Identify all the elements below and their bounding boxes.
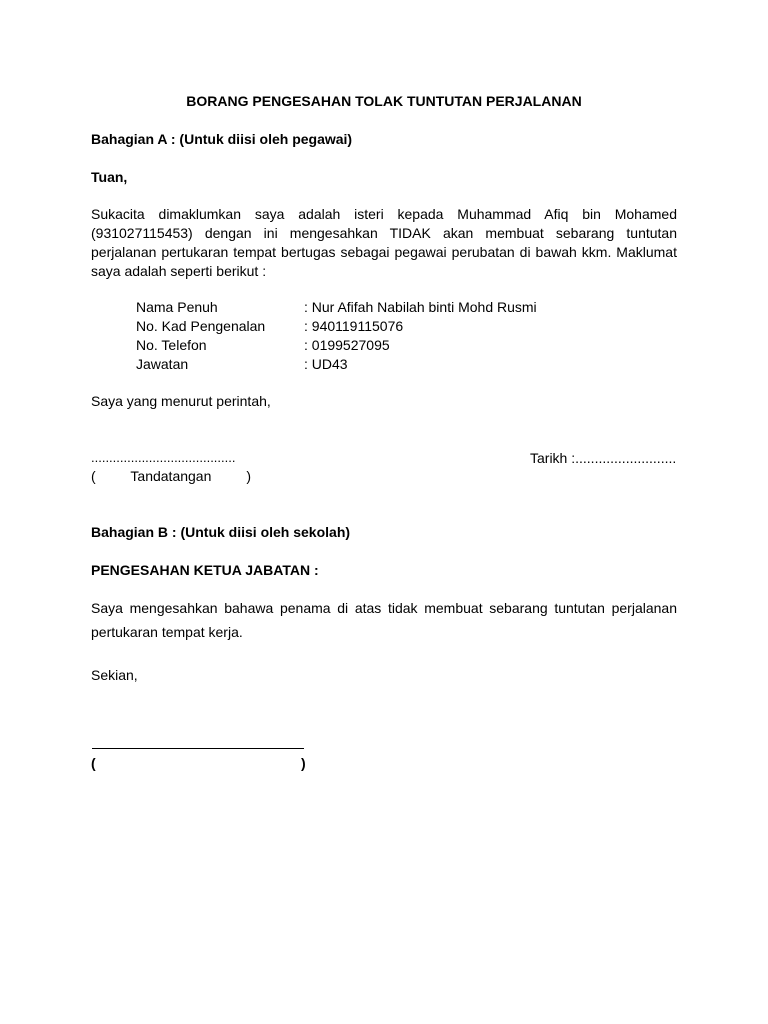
detail-value: : 940119115076 — [304, 318, 404, 334]
detail-value: : Nur Afifah Nabilah binti Mohd Rusmi — [304, 299, 537, 315]
intro-paragraph: Sukacita dimaklumkan saya adalah isteri kepada Muhammad Afiq bin Mohamed (931027115453) dengan ini mengesahkan TIDAK akan membuat sebarang tuntutan perjalanan pertukaran tempat bertugas sebagai pegawai perubatan di bawah kkm. Maklumat saya adalah seperti berikut : — [91, 206, 677, 279]
signature-line — [92, 748, 304, 749]
closing-a: Saya yang menurut perintah, — [91, 393, 271, 409]
detail-value: : UD43 — [304, 356, 348, 372]
signature-dots: ........................................ — [91, 450, 236, 465]
bracket-open: ( — [91, 755, 96, 771]
closing-b: Sekian, — [91, 667, 138, 683]
section-a-heading: Bahagian A : (Untuk diisi oleh pegawai) — [91, 131, 353, 147]
detail-label: Jawatan — [136, 356, 189, 372]
hod-heading: PENGESAHAN KETUA JABATAN : — [91, 562, 319, 578]
form-title: BORANG PENGESAHAN TOLAK TUNTUTAN PERJALANAN — [186, 93, 582, 109]
confirm-paragraph: Saya mengesahkan bahawa penama di atas tidak membuat sebarang tuntutan perjalanan pertukaran tempat kerja. — [91, 600, 677, 640]
date-field: Tarikh :.......................... — [530, 450, 677, 466]
detail-value: : 0199527095 — [304, 337, 390, 353]
signature-label: ( Tandatangan ) — [91, 468, 252, 484]
detail-label: No. Telefon — [136, 337, 207, 353]
salutation: Tuan, — [91, 169, 128, 185]
section-b-heading: Bahagian B : (Untuk diisi oleh sekolah) — [91, 524, 351, 540]
detail-label: No. Kad Pengenalan — [136, 318, 266, 334]
bracket-close: ) — [301, 755, 306, 771]
detail-label: Nama Penuh — [136, 299, 218, 315]
